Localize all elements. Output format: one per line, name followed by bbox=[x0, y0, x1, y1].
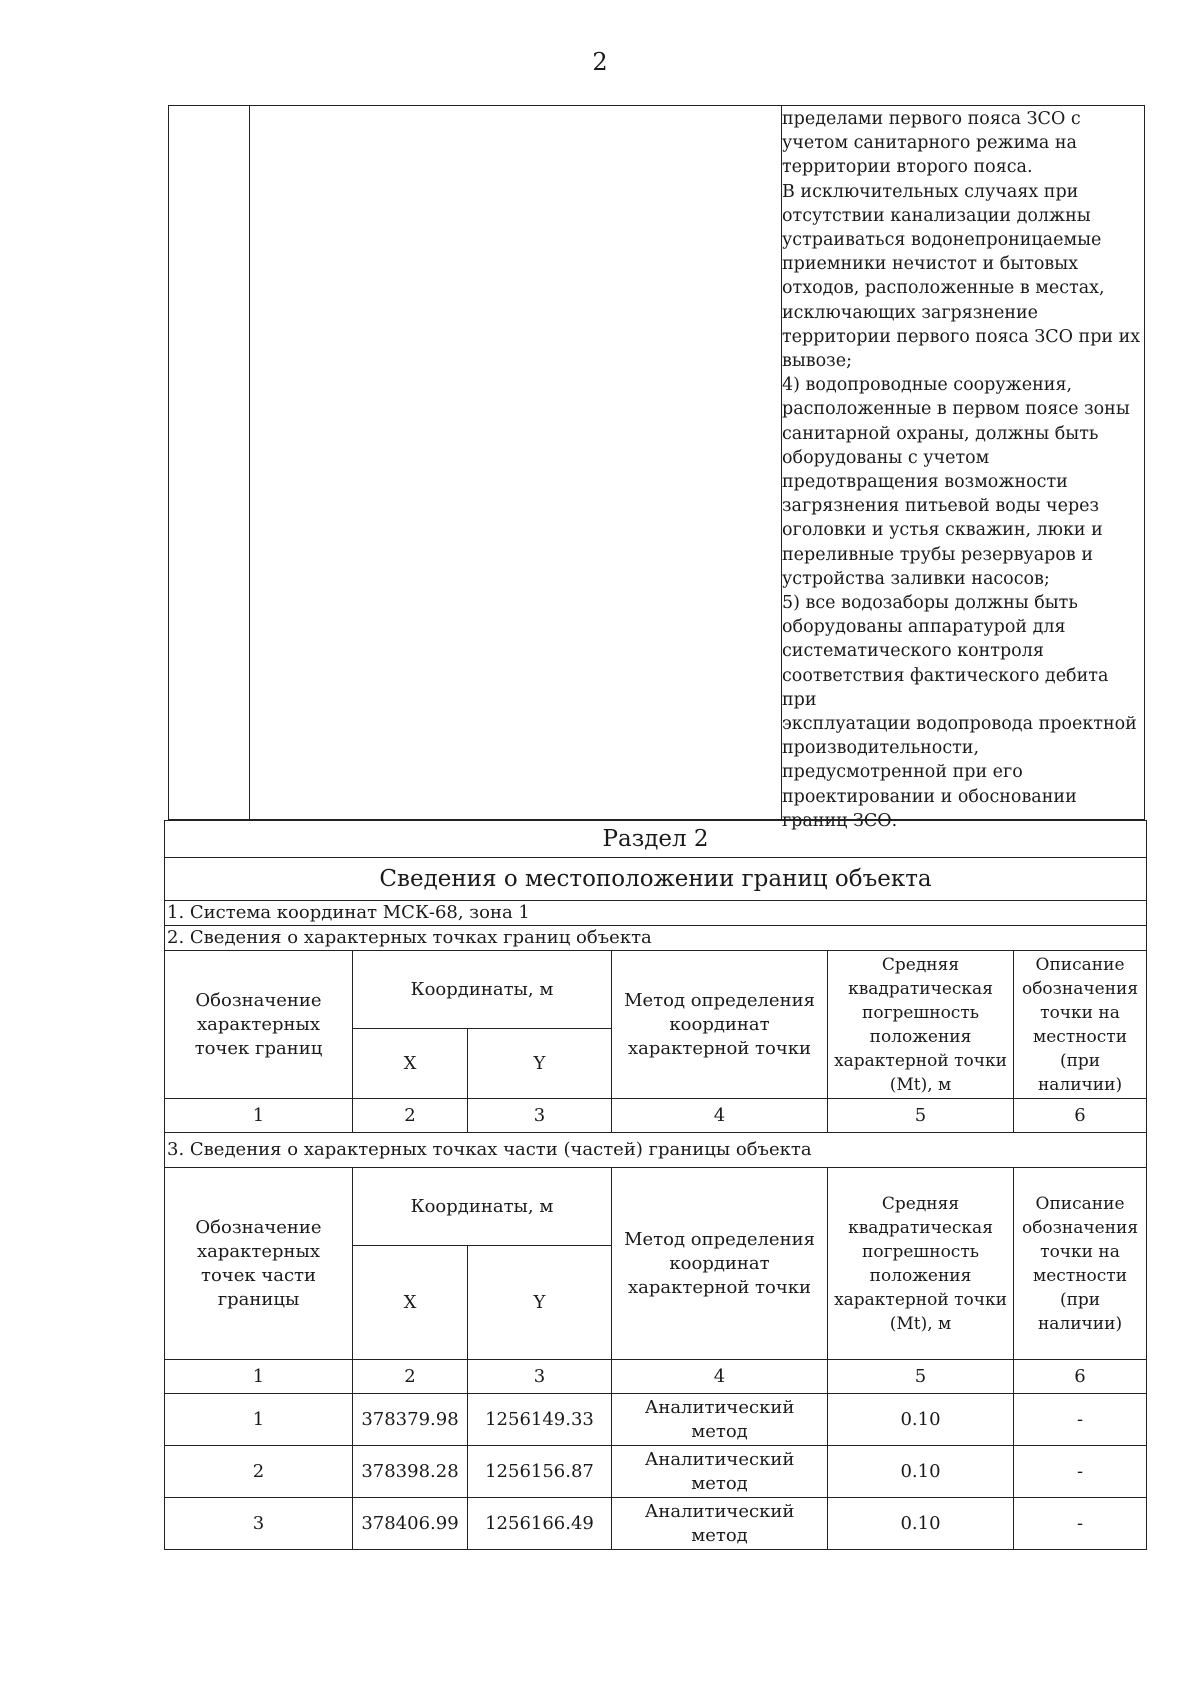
col-number: 3 bbox=[468, 1099, 612, 1133]
method: Аналитический метод bbox=[612, 1394, 828, 1446]
coord-x: 378406.99 bbox=[353, 1498, 468, 1550]
col-number: 4 bbox=[612, 1360, 828, 1394]
point-id: 2 bbox=[165, 1446, 353, 1498]
col-number: 1 bbox=[165, 1360, 353, 1394]
header-error: Средняя квадратическая погрешность положения характерной точки (Mt), м bbox=[828, 951, 1014, 1099]
header-designation: Обозначение характерных точек части границы bbox=[165, 1168, 353, 1360]
table-row bbox=[165, 1394, 1147, 1446]
col-number: 4 bbox=[612, 1099, 828, 1133]
table-row bbox=[165, 1498, 1147, 1550]
point-description: - bbox=[1014, 1446, 1147, 1498]
col-number: 1 bbox=[165, 1099, 353, 1133]
header-error: Средняя квадратическая погрешность положения характерной точки (Mt), м bbox=[828, 1168, 1014, 1360]
point-id: 1 bbox=[165, 1394, 353, 1446]
section-subtitle: Сведения о местоположении границ объекта bbox=[165, 858, 1147, 901]
method: Аналитический метод bbox=[612, 1446, 828, 1498]
header-y: Y bbox=[468, 1246, 612, 1360]
col-number: 6 bbox=[1014, 1099, 1147, 1133]
point-description: - bbox=[1014, 1394, 1147, 1446]
header-coords: Координаты, м bbox=[353, 1168, 612, 1246]
header-x: X bbox=[353, 1246, 468, 1360]
col-number: 2 bbox=[353, 1360, 468, 1394]
header-y: Y bbox=[468, 1029, 612, 1099]
coord-x: 378379.98 bbox=[353, 1394, 468, 1446]
col-number: 5 bbox=[828, 1099, 1014, 1133]
page-number: 2 bbox=[592, 48, 608, 76]
points-label: 2. Сведения о характерных точках границ объекта bbox=[165, 926, 1147, 951]
header-method: Метод определения координат характерной точки bbox=[612, 1168, 828, 1360]
header-description: Описание обозначения точки на местности (при наличии) bbox=[1014, 951, 1147, 1099]
coord-x: 378398.28 bbox=[353, 1446, 468, 1498]
coord-y: 1256166.49 bbox=[468, 1498, 612, 1550]
point-description: - bbox=[1014, 1498, 1147, 1550]
header-designation: Обозначение характерных точек границ bbox=[165, 951, 353, 1099]
error-value: 0.10 bbox=[828, 1446, 1014, 1498]
coord-y: 1256149.33 bbox=[468, 1394, 612, 1446]
col-number: 6 bbox=[1014, 1360, 1147, 1394]
section-title: Раздел 2 bbox=[165, 821, 1147, 858]
point-id: 3 bbox=[165, 1498, 353, 1550]
header-coords: Координаты, м bbox=[353, 951, 612, 1029]
coord-system-label: 1. Система координат МСК-68, зона 1 bbox=[165, 901, 1147, 926]
boundary-section bbox=[164, 820, 1147, 1550]
coord-y: 1256156.87 bbox=[468, 1446, 612, 1498]
header-method: Метод определения координат характерной точки bbox=[612, 951, 828, 1099]
error-value: 0.10 bbox=[828, 1394, 1014, 1446]
parts-label: 3. Сведения о характерных точках части (частей) границы объекта bbox=[165, 1133, 1147, 1168]
col-number: 5 bbox=[828, 1360, 1014, 1394]
table-row bbox=[165, 1446, 1147, 1498]
col-number: 3 bbox=[468, 1360, 612, 1394]
method: Аналитический метод bbox=[612, 1498, 828, 1550]
header-description: Описание обозначения точки на местности (при наличии) bbox=[1014, 1168, 1147, 1360]
column-divider bbox=[249, 106, 250, 819]
col-number: 2 bbox=[353, 1099, 468, 1133]
continuation-text: пределами первого пояса ЗСО с учетом санитарного режима на территории второго пояса. В исключительных случаях при отсутствии канализации должны устраиваться водонепроницаемые приемники нечистот и бытовых отходов, расположенные в местах, исключающих загрязнение территории первого пояса ЗСО при их вывозе; 4) водопроводные сооружения, расположенные в первом поясе зоны санитарной охраны, должны быть оборудованы с учетом предотвращения возможности загрязнения питьевой воды через оголовки и устья скважин, люки и переливные трубы резервуаров и устройства заливки насосов; 5) все водозаборы должны быть оборудованы аппаратурой для систематического контроля соответствия фактического дебита при эксплуатации водопровода проектной производительности, предусмотренной при его проектировании и обосновании границ ЗСО. bbox=[782, 109, 1141, 831]
header-x: X bbox=[353, 1029, 468, 1099]
error-value: 0.10 bbox=[828, 1498, 1014, 1550]
